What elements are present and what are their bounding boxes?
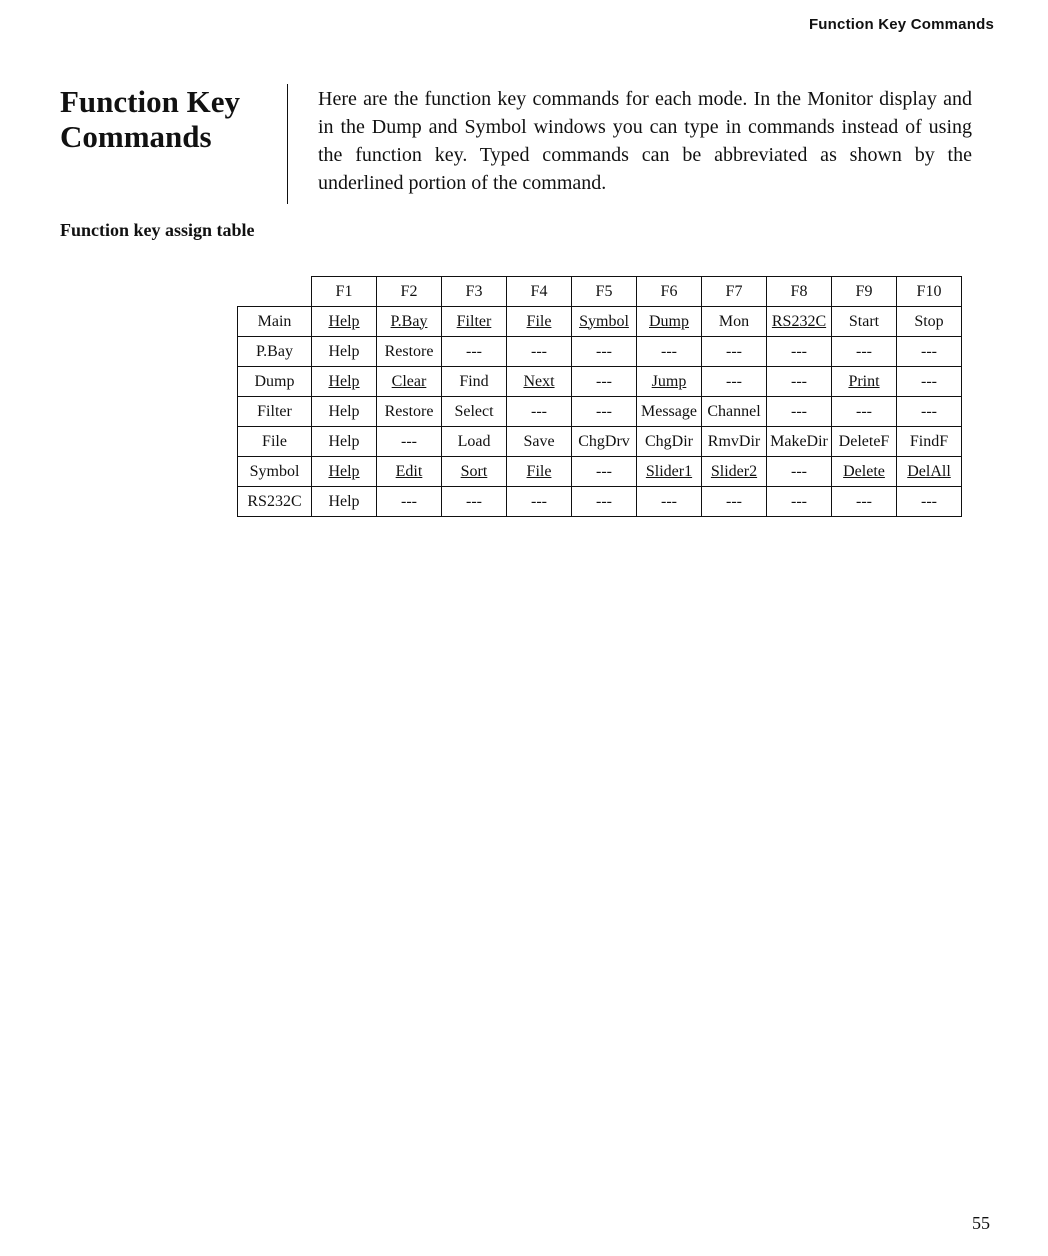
table-cell: File (507, 307, 572, 337)
table-cell: Slider1 (637, 457, 702, 487)
row-header-mode: Dump (238, 367, 312, 397)
table-cell: --- (637, 487, 702, 517)
table-cell: Edit (377, 457, 442, 487)
table-cell: Delete (832, 457, 897, 487)
column-header-f1: F1 (312, 277, 377, 307)
table-cell: File (507, 457, 572, 487)
table-cell: Help (312, 457, 377, 487)
table-cell: --- (767, 457, 832, 487)
table-cell: --- (507, 397, 572, 427)
table-cell: Channel (702, 397, 767, 427)
running-head: Function Key Commands (808, 16, 994, 33)
table-cell: --- (572, 457, 637, 487)
table-cell: RS232C (767, 307, 832, 337)
row-header-mode: Main (238, 307, 312, 337)
table-cell: ChgDir (637, 427, 702, 457)
column-header-f3: F3 (442, 277, 507, 307)
table-cell: --- (507, 337, 572, 367)
table-cell: --- (767, 397, 832, 427)
row-header-mode: Symbol (238, 457, 312, 487)
table-cell: Mon (702, 307, 767, 337)
table-row (238, 487, 962, 517)
table-cell: Sort (442, 457, 507, 487)
table-cell: MakeDir (767, 427, 832, 457)
table-row (238, 307, 962, 337)
table-cell: --- (377, 427, 442, 457)
table-cell: ChgDrv (572, 427, 637, 457)
column-header-f5: F5 (572, 277, 637, 307)
row-header-mode: P.Bay (238, 337, 312, 367)
table-row (238, 397, 962, 427)
table-cell: Select (442, 397, 507, 427)
table-cell: Slider2 (702, 457, 767, 487)
table-cell: --- (572, 397, 637, 427)
table-row (238, 337, 962, 367)
table-cell: Start (832, 307, 897, 337)
table-cell: --- (767, 367, 832, 397)
table-row (238, 457, 962, 487)
table-cell: --- (442, 337, 507, 367)
function-key-table (237, 276, 962, 517)
table-cell: --- (767, 487, 832, 517)
column-header-f2: F2 (377, 277, 442, 307)
table-header-row (238, 277, 962, 307)
table-cell: Restore (377, 397, 442, 427)
table-cell: --- (832, 337, 897, 367)
table-cell: Print (832, 367, 897, 397)
table-cell: Filter (442, 307, 507, 337)
table-row (238, 367, 962, 397)
table-cell: --- (442, 487, 507, 517)
table-cell: Symbol (572, 307, 637, 337)
table-cell: Help (312, 367, 377, 397)
table-cell: Find (442, 367, 507, 397)
table-cell: Help (312, 427, 377, 457)
table-cell: --- (897, 397, 962, 427)
table-cell: Help (312, 487, 377, 517)
table-cell: Save (507, 427, 572, 457)
intro-paragraph: Here are the function key commands for each mode. In the Monitor display and in the Dump and Symbol windows you can type in commands instead of using the function key. Typed commands can be abbreviated as shown by the underlined portion of the command. (318, 88, 972, 194)
table-cell: Help (312, 397, 377, 427)
row-header-mode: Filter (238, 397, 312, 427)
column-header-f4: F4 (507, 277, 572, 307)
table-row (238, 427, 962, 457)
column-header-f9: F9 (832, 277, 897, 307)
table-cell: --- (572, 367, 637, 397)
vertical-rule (287, 84, 288, 204)
column-header-f10: F10 (897, 277, 962, 307)
table-cell: --- (507, 487, 572, 517)
table-cell: Next (507, 367, 572, 397)
table-cell: Clear (377, 367, 442, 397)
table-caption: Function key assign table (60, 220, 255, 240)
row-header-mode: File (238, 427, 312, 457)
table-cell: --- (572, 487, 637, 517)
table-cell: --- (767, 337, 832, 367)
table-cell: --- (702, 367, 767, 397)
table-cell: Message (637, 397, 702, 427)
table-cell: --- (832, 487, 897, 517)
table-cell: --- (702, 337, 767, 367)
table-cell: DelAll (897, 457, 962, 487)
table-cell: --- (897, 487, 962, 517)
table-cell: --- (572, 337, 637, 367)
column-header-f6: F6 (637, 277, 702, 307)
section-title: Function Key Commands (60, 84, 240, 154)
table-cell: --- (832, 397, 897, 427)
table-cell: --- (702, 487, 767, 517)
table-corner (238, 277, 312, 307)
table-cell: --- (897, 367, 962, 397)
table-cell: --- (637, 337, 702, 367)
table-cell: Help (312, 337, 377, 367)
table-cell: Load (442, 427, 507, 457)
table-cell: DeleteF (832, 427, 897, 457)
table-cell: Stop (897, 307, 962, 337)
table-cell: Help (312, 307, 377, 337)
table-cell: P.Bay (377, 307, 442, 337)
table-cell: --- (377, 487, 442, 517)
table-cell: Dump (637, 307, 702, 337)
page-number: 55 (972, 1213, 990, 1233)
table-body (238, 307, 962, 517)
table-cell: RmvDir (702, 427, 767, 457)
table-cell: --- (897, 337, 962, 367)
table-cell: Restore (377, 337, 442, 367)
table-cell: FindF (897, 427, 962, 457)
column-header-f7: F7 (702, 277, 767, 307)
row-header-mode: RS232C (238, 487, 312, 517)
column-header-f8: F8 (767, 277, 832, 307)
table-cell: Jump (637, 367, 702, 397)
